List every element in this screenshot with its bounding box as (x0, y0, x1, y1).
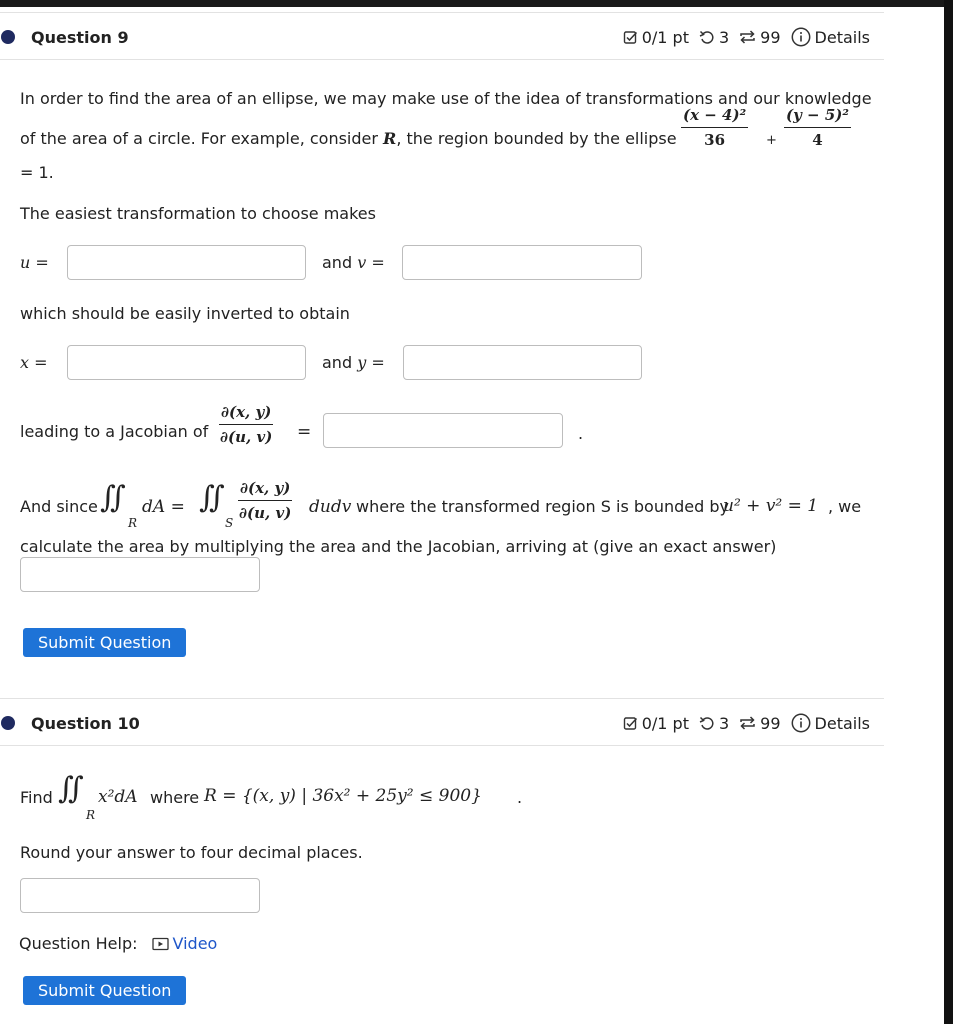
circle-equation: u² + v² = 1 (723, 496, 819, 516)
retries-text: 99 (760, 27, 781, 47)
jacobian-lead: leading to a Jacobian of (20, 422, 209, 441)
equals-one: = 1. (20, 163, 54, 182)
dudv: dudv (309, 497, 352, 517)
window-top-bar (0, 0, 953, 7)
undo-icon (699, 715, 715, 731)
v-label: v = (357, 253, 385, 272)
fraction-numerator: (x − 4)² (681, 106, 748, 128)
details-text: Details (814, 27, 870, 47)
since-end-text: , we (828, 497, 862, 516)
find-text: Find (20, 788, 53, 807)
integral-subscript-r: R (128, 516, 138, 530)
video-link[interactable] (152, 934, 218, 953)
jacobian-fraction (219, 403, 273, 446)
u-input[interactable] (67, 245, 306, 280)
v-label-row (322, 253, 385, 272)
inverted-text: which should be easily inverted to obtain (20, 304, 350, 323)
intro-line-2 (20, 129, 677, 148)
intro-text-b: , the region bounded by the ellipse (396, 129, 677, 148)
points-indicator (623, 714, 689, 733)
intro-text: of the area of a circle. For example, consider (20, 129, 378, 148)
since-mid-text: where the transformed region S is bounded by (356, 497, 729, 516)
integral-subscript-s: S (225, 516, 234, 530)
x-input[interactable] (67, 345, 306, 380)
divider (0, 698, 884, 699)
double-integral-icon: ∬ (58, 771, 84, 806)
points-indicator (623, 28, 689, 47)
intro-line-1: In order to find the area of an ellipse, we may make use of the idea of transformations and our knowledge (20, 89, 872, 108)
fraction-numerator: ∂(x, y) (238, 479, 292, 501)
question-10-header (0, 702, 884, 744)
retries-text: 99 (760, 713, 781, 733)
v-input[interactable] (402, 245, 642, 280)
retry-icon (739, 715, 756, 731)
retries-indicator (739, 28, 780, 47)
retry-icon (739, 29, 756, 45)
region-definition: R = {(x, y) | 36x² + 25y² ≤ 900} (204, 786, 482, 806)
integral-subscript-r: R (86, 808, 96, 822)
checkbox-icon (623, 30, 638, 45)
area-answer-input[interactable] (20, 557, 260, 592)
points-text: 0/1 pt (641, 27, 689, 47)
undo-icon (699, 29, 715, 45)
help-label: Question Help: (19, 934, 138, 953)
y-input[interactable] (403, 345, 642, 380)
period: . (578, 424, 584, 443)
fraction-numerator: ∂(x, y) (219, 403, 273, 425)
info-icon (791, 713, 811, 733)
video-link-text: Video (172, 934, 218, 953)
plus-sign: + (766, 133, 777, 148)
fraction-numerator: (y − 5)² (784, 106, 851, 128)
divider (0, 59, 884, 60)
info-icon (791, 27, 811, 47)
attempts-indicator (699, 28, 729, 47)
question-meta (617, 27, 870, 47)
da-equals: dA = (142, 497, 185, 517)
answer-input[interactable] (20, 878, 260, 913)
question-meta (617, 713, 870, 733)
fraction-denominator: 4 (812, 131, 823, 149)
checkbox-icon (623, 716, 638, 731)
question-title: Question 10 (31, 713, 140, 733)
round-text: Round your answer to four decimal places. (20, 843, 363, 862)
ellipse-fraction-y (784, 106, 851, 149)
double-integral-icon: ∬ (100, 480, 126, 515)
attempts-text: 3 (718, 27, 730, 47)
double-integral-icon: ∬ (199, 480, 225, 515)
details-toggle[interactable] (791, 27, 870, 47)
details-toggle[interactable] (791, 713, 870, 733)
since-jacobian-fraction (238, 479, 292, 522)
ellipse-fraction-x (681, 106, 748, 149)
video-icon (152, 937, 169, 951)
region-var: R (383, 129, 397, 148)
and-text: and (322, 253, 353, 272)
question-status-dot (1, 716, 15, 730)
y-label-row (322, 353, 385, 372)
window-right-edge (944, 0, 953, 1024)
fraction-denominator: ∂(u, v) (239, 504, 292, 522)
divider (0, 12, 884, 13)
y-label: y = (357, 353, 385, 372)
x-label: x = (20, 353, 48, 372)
where-text: where (150, 788, 200, 807)
calc-line: calculate the area by multiplying the area and the Jacobian, arriving at (give an exact answer) (20, 537, 777, 556)
attempts-indicator (699, 714, 729, 733)
submit-question-button[interactable]: Submit Question (23, 628, 186, 657)
details-text: Details (814, 713, 870, 733)
integrand: x²dA (98, 787, 138, 807)
and-text: and (322, 353, 353, 372)
question-help (19, 934, 217, 953)
submit-question-button[interactable]: Submit Question (23, 976, 186, 1005)
jacobian-input[interactable] (323, 413, 563, 448)
divider (0, 745, 884, 746)
retries-indicator (739, 714, 780, 733)
question-title: Question 9 (31, 27, 129, 47)
u-label: u = (20, 253, 49, 272)
easiest-text: The easiest transformation to choose makes (20, 204, 376, 223)
fraction-denominator: 36 (704, 131, 726, 149)
jacobian-equals: = (297, 422, 312, 442)
fraction-denominator: ∂(u, v) (220, 428, 273, 446)
attempts-text: 3 (718, 713, 730, 733)
question-status-dot (1, 30, 15, 44)
period: . (517, 788, 523, 807)
question-9-header (0, 16, 884, 58)
points-text: 0/1 pt (641, 713, 689, 733)
since-lead: And since (20, 497, 98, 516)
